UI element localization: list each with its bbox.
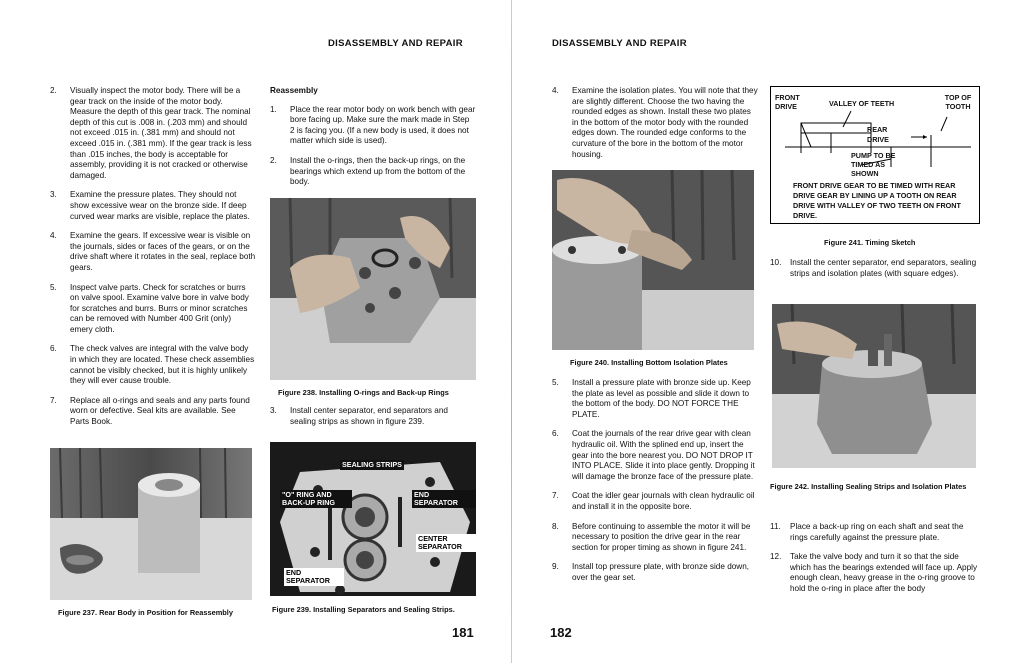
sealing-strips-image	[772, 304, 976, 468]
label-oring: "O" RING AND BACK-UP RING	[280, 490, 352, 508]
list-item: 1. Place the rear motor body on work bench with gear bore facing up. Make sure the mark made in Step 2 is facing you. (If a new body is used, it does not matter which side is used).	[270, 104, 476, 146]
isolation-plates-image	[552, 170, 754, 350]
figure-240-caption: Figure 240. Installing Bottom Isolation Plates	[570, 358, 728, 367]
list-item: 11. Place a back-up ring on each shaft and seat the rings carefully against the pressure plate.	[770, 522, 964, 542]
left-column-2	[270, 86, 476, 197]
list-item: 10. Install the center separator, end separators, sealing strips and isolation plates (with square edges).	[770, 258, 977, 278]
list-item: 7. Replace all o-rings and seals and any parts found worn or defective. Seal kits are available. See Parts Book.	[50, 395, 250, 427]
figure-242-photo	[772, 304, 976, 468]
figure-237-caption: Figure 237. Rear Body in Position for Reassembly	[58, 608, 233, 617]
right-column-2	[770, 522, 980, 604]
list-item: 3. Examine the pressure plates. They should not show excessive wear on the bronze side. If deep curved wear marks are visible, replace the plates.	[50, 190, 250, 221]
label-front-drive: FRONT DRIVE	[775, 93, 800, 111]
list-item: 5. Inspect valve parts. Check for scratches or burrs on valve spool. Examine valve bore in valve body for scratches and burrs. Burrs or minor scratches can be removed with Number 400 Grit (only) emery cloth.	[50, 282, 249, 334]
figure-240-photo	[552, 170, 754, 350]
right-item-4	[552, 86, 758, 169]
right-header: DISASSEMBLY AND REPAIR	[552, 38, 687, 49]
page-number-left: 181	[452, 625, 474, 640]
right-page	[512, 0, 1024, 663]
figure-238-caption: Figure 238. Installing O-rings and Back-up Rings	[278, 388, 449, 397]
label-center-separator: CENTER SEPARATOR	[416, 534, 476, 552]
list-item: 12. Take the valve body and turn it so that the side which has the bearings extended will face up. Apply enough clean, heavy grease in the o-ring groove to hold the o-ring in place after the body	[770, 552, 978, 593]
list-item: 6. The check valves are integral with the valve body in which they are located. These check assemblies cannot be visibly checked, but it is highly unlikely they will ever cause trouble.	[50, 344, 255, 386]
left-item-3	[270, 406, 476, 436]
right-item-10	[770, 258, 980, 288]
label-rear-drive: REAR DRIVE	[867, 125, 889, 144]
label-valley-of-teeth: VALLEY OF TEETH	[829, 99, 895, 108]
list-item: 8. Before continuing to assemble the motor it will be necessary to position the drive gear in the rear section for proper timing as shown in figure 241.	[552, 521, 751, 552]
list-item: 3. Install center separator, end separators and sealing strips as shown in figure 239.	[270, 406, 448, 426]
timing-sketch	[770, 86, 980, 224]
left-column-1	[50, 86, 256, 437]
figure-242-caption: Figure 242. Installing Sealing Strips and Isolation Plates	[770, 482, 967, 491]
left-header: DISASSEMBLY AND REPAIR	[328, 38, 463, 49]
timing-note: FRONT DRIVE GEAR TO BE TIMED WITH REAR DRIVE GEAR BY LINING UP A TOOTH ON REAR DRIVE WITH VALLEY OF TWO TEETH ON FRONT DRIVE.	[793, 181, 961, 220]
list-item: 2. Install the o-rings, then the back-up rings, on the bearings which extend up from the bottom of the body.	[270, 155, 466, 187]
label-end-separator-1: END SEPARATOR	[412, 490, 476, 508]
figure-237-photo	[50, 448, 252, 600]
list-item: 7. Coat the idler gear journals with clean hydraulic oil and install it in the opposite bore.	[552, 491, 755, 511]
list-item: 2. Visually inspect the motor body. There will be a gear track on the inside of the motor body. Measure the depth of this gear track. The nominal depth of this cut is .008 in. (.203 mm) and should not exceed .015 in. (.381 mm) and should not exceed .015 in. (.381 mm). If the gear track is less than .015 inches, the body is acceptable for assembly, providing it is not cracked or otherwise damaged.	[50, 86, 252, 180]
reassembly-heading: Reassembly	[270, 86, 318, 95]
label-pump-timed: PUMP TO BE TIMED AS SHOWN	[851, 151, 896, 178]
list-item: 9. Install top pressure plate, with bronze side down, over the gear set.	[552, 562, 750, 582]
figure-239-caption: Figure 239. Installing Separators and Sealing Strips.	[272, 605, 455, 614]
list-item: 5. Install a pressure plate with bronze side up. Keep the plate as level as possible and slide it down to the bottom of the body. DO NOT FORCE THE PLATE.	[552, 378, 751, 419]
label-top-of-tooth: TOP OF TOOTH	[944, 93, 972, 111]
list-item: 4. Examine the gears. If excessive wear is visible on the journals, sides or faces of the gears, or on the drive shaft where it rotates in the seal, replace both gears.	[50, 231, 256, 272]
figure-239-photo	[270, 442, 476, 596]
label-sealing-strips: SEALING STRIPS	[342, 460, 402, 469]
figure-238-photo	[270, 198, 476, 380]
orings-image	[270, 198, 476, 380]
label-end-separator-2: END SEPARATOR	[284, 568, 344, 586]
list-item: 4. Examine the isolation plates. You will note that they are slightly different. Choose the two having the rounded edges as shown. Install these two plates in the bottom of the motor body with the rounded edges down. The rounded edge conforms to the curvature of the bore in the bottom of the motor housing.	[552, 86, 758, 159]
list-item: 6. Coat the journals of the rear drive gear with clean hydraulic oil. With the splined end up, insert the gear into the bore nearest you. DO NOT DROP IT INTO PLACE. Slide it into place gently. Dropping it will damage the bronze face of the pressure plate.	[552, 429, 755, 481]
rear-body-image	[50, 448, 252, 600]
page-number-right: 182	[550, 625, 572, 640]
figure-241-caption: Figure 241. Timing Sketch	[824, 238, 916, 247]
right-column-1	[552, 378, 758, 593]
